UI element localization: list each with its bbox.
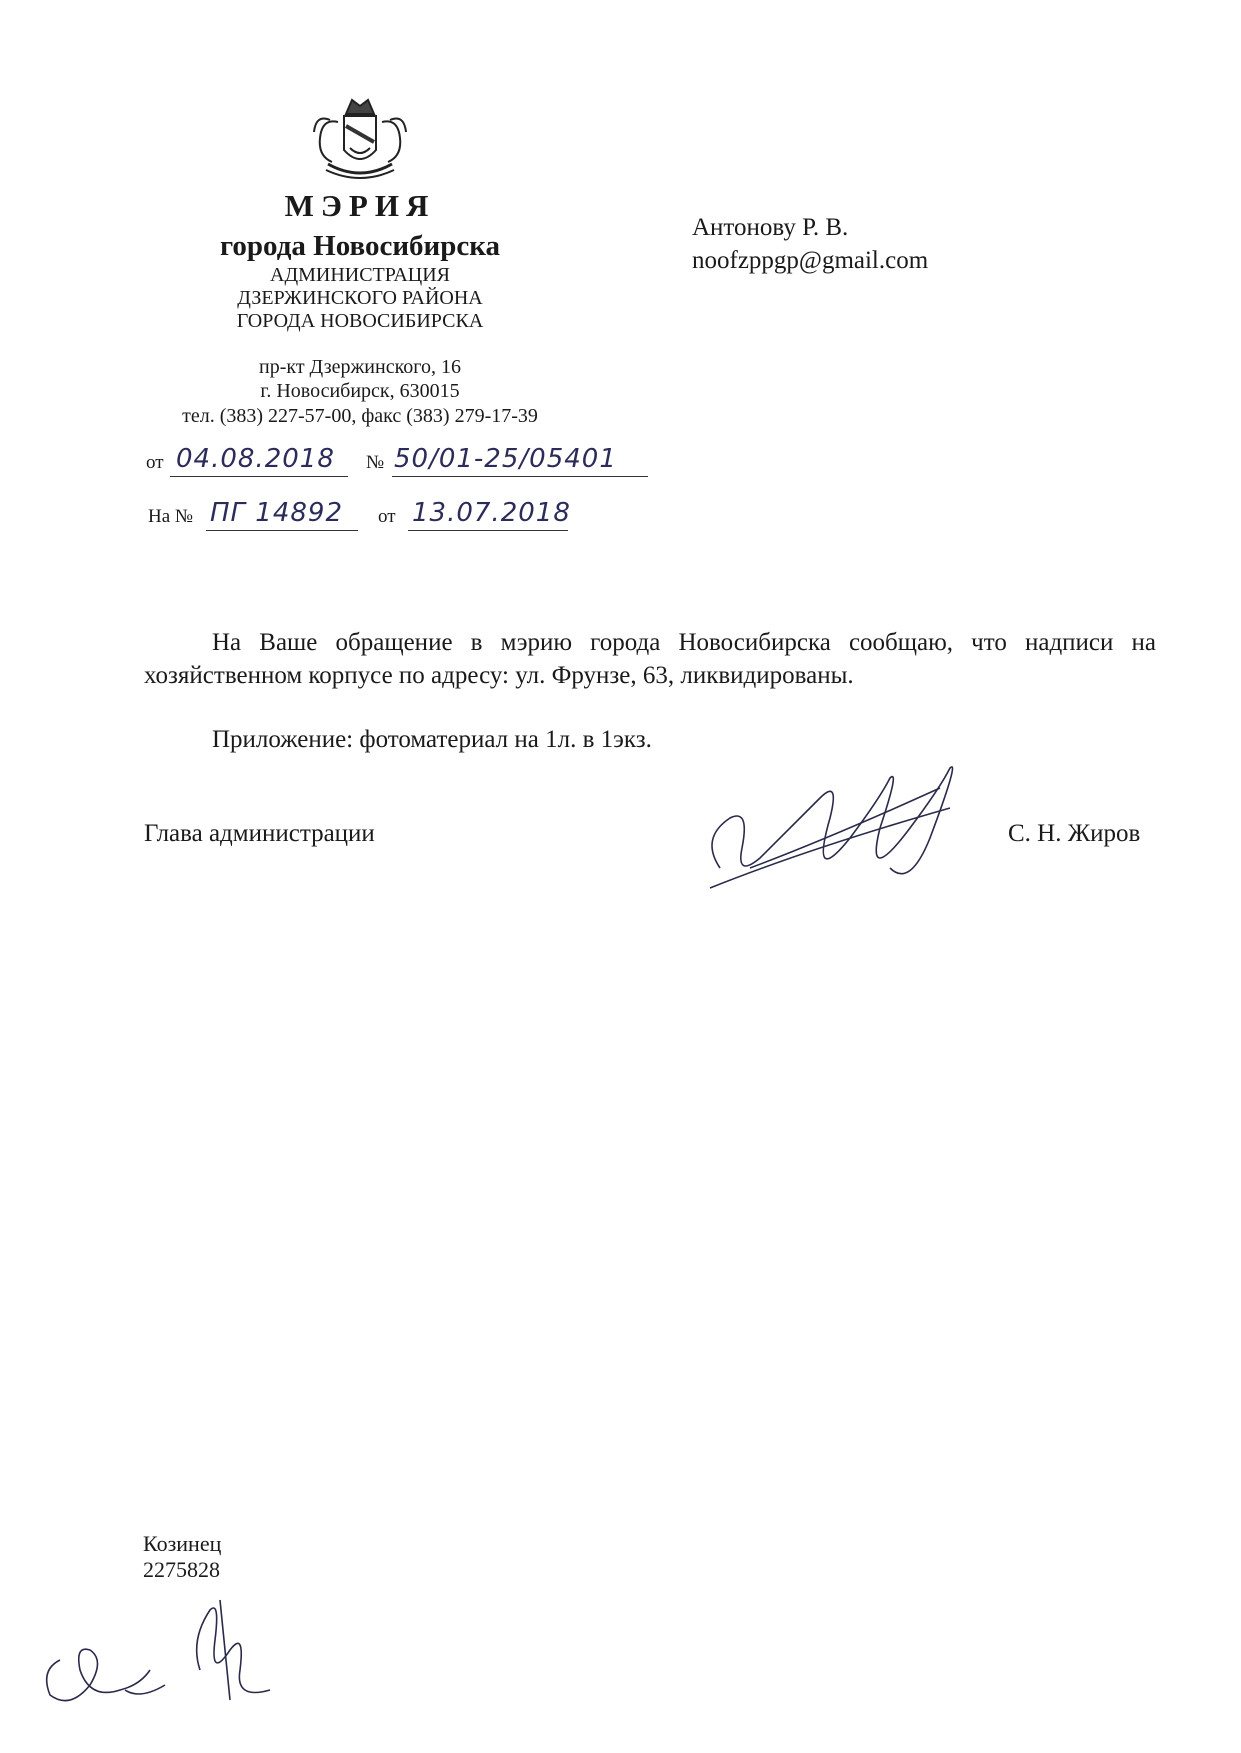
reply-number-label: На № — [148, 506, 194, 527]
handwritten-signature — [690, 748, 980, 898]
attachment-line: Приложение: фотоматериал на 1л. в 1экз. — [212, 726, 652, 753]
executor-name: Козинец — [143, 1531, 222, 1556]
admin-line-3: ГОРОДА НОВОСИБИРСКА — [236, 310, 484, 332]
addressee-email: noofzppgp@gmail.com — [692, 246, 929, 274]
addressee-name: Антонову Р. В. — [692, 214, 849, 241]
address-line-2: г. Новосибирск, 630015 — [260, 380, 460, 403]
signatory-name: С. Н. Жиров — [1008, 820, 1141, 847]
addressee-block — [692, 212, 928, 277]
signatory-position: Глава администрации — [144, 820, 375, 847]
reg-number-label: № — [366, 452, 385, 473]
reg-from-label: от — [146, 452, 164, 473]
reply-number-handwritten: ПГ 14892 — [210, 498, 344, 528]
admin-line-1: АДМИНИСТРАЦИЯ — [270, 264, 450, 286]
reply-from-label: от — [378, 506, 396, 527]
letterhead-city: города Новосибирска — [219, 230, 501, 262]
reply-date-handwritten: 13.07.2018 — [412, 498, 571, 528]
reg-date-underline — [170, 476, 348, 477]
reply-date-underline — [408, 530, 568, 531]
executor-phone: 2275828 — [143, 1557, 220, 1583]
reg-number-handwritten: 50/01-25/05401 — [394, 444, 617, 474]
reg-date-handwritten: 04.08.2018 — [176, 444, 335, 474]
handwritten-initials — [30, 1590, 290, 1720]
coat-of-arms-emblem — [308, 92, 412, 184]
reply-number-underline — [206, 530, 358, 531]
address-line-1: пр-кт Дзержинского, 16 — [259, 356, 461, 378]
executor-block — [143, 1531, 221, 1584]
address-line-3: тел. (383) 227-57-00, факс (383) 279-17-39 — [182, 404, 538, 427]
letterhead-meria: МЭРИЯ — [284, 188, 436, 223]
letterhead-address — [130, 355, 590, 428]
letter-body-paragraph: На Ваше обращение в мэрию города Новосибирска сообщаю, что надписи на хозяйственном корпусе по адресу: ул. Фрунзе, 63, ликвидированы. — [144, 629, 1156, 689]
admin-line-2: ДЗЕРЖИНСКОГО РАЙОНА — [237, 287, 483, 309]
reg-number-underline — [392, 476, 648, 477]
letterhead-administration — [130, 264, 590, 333]
